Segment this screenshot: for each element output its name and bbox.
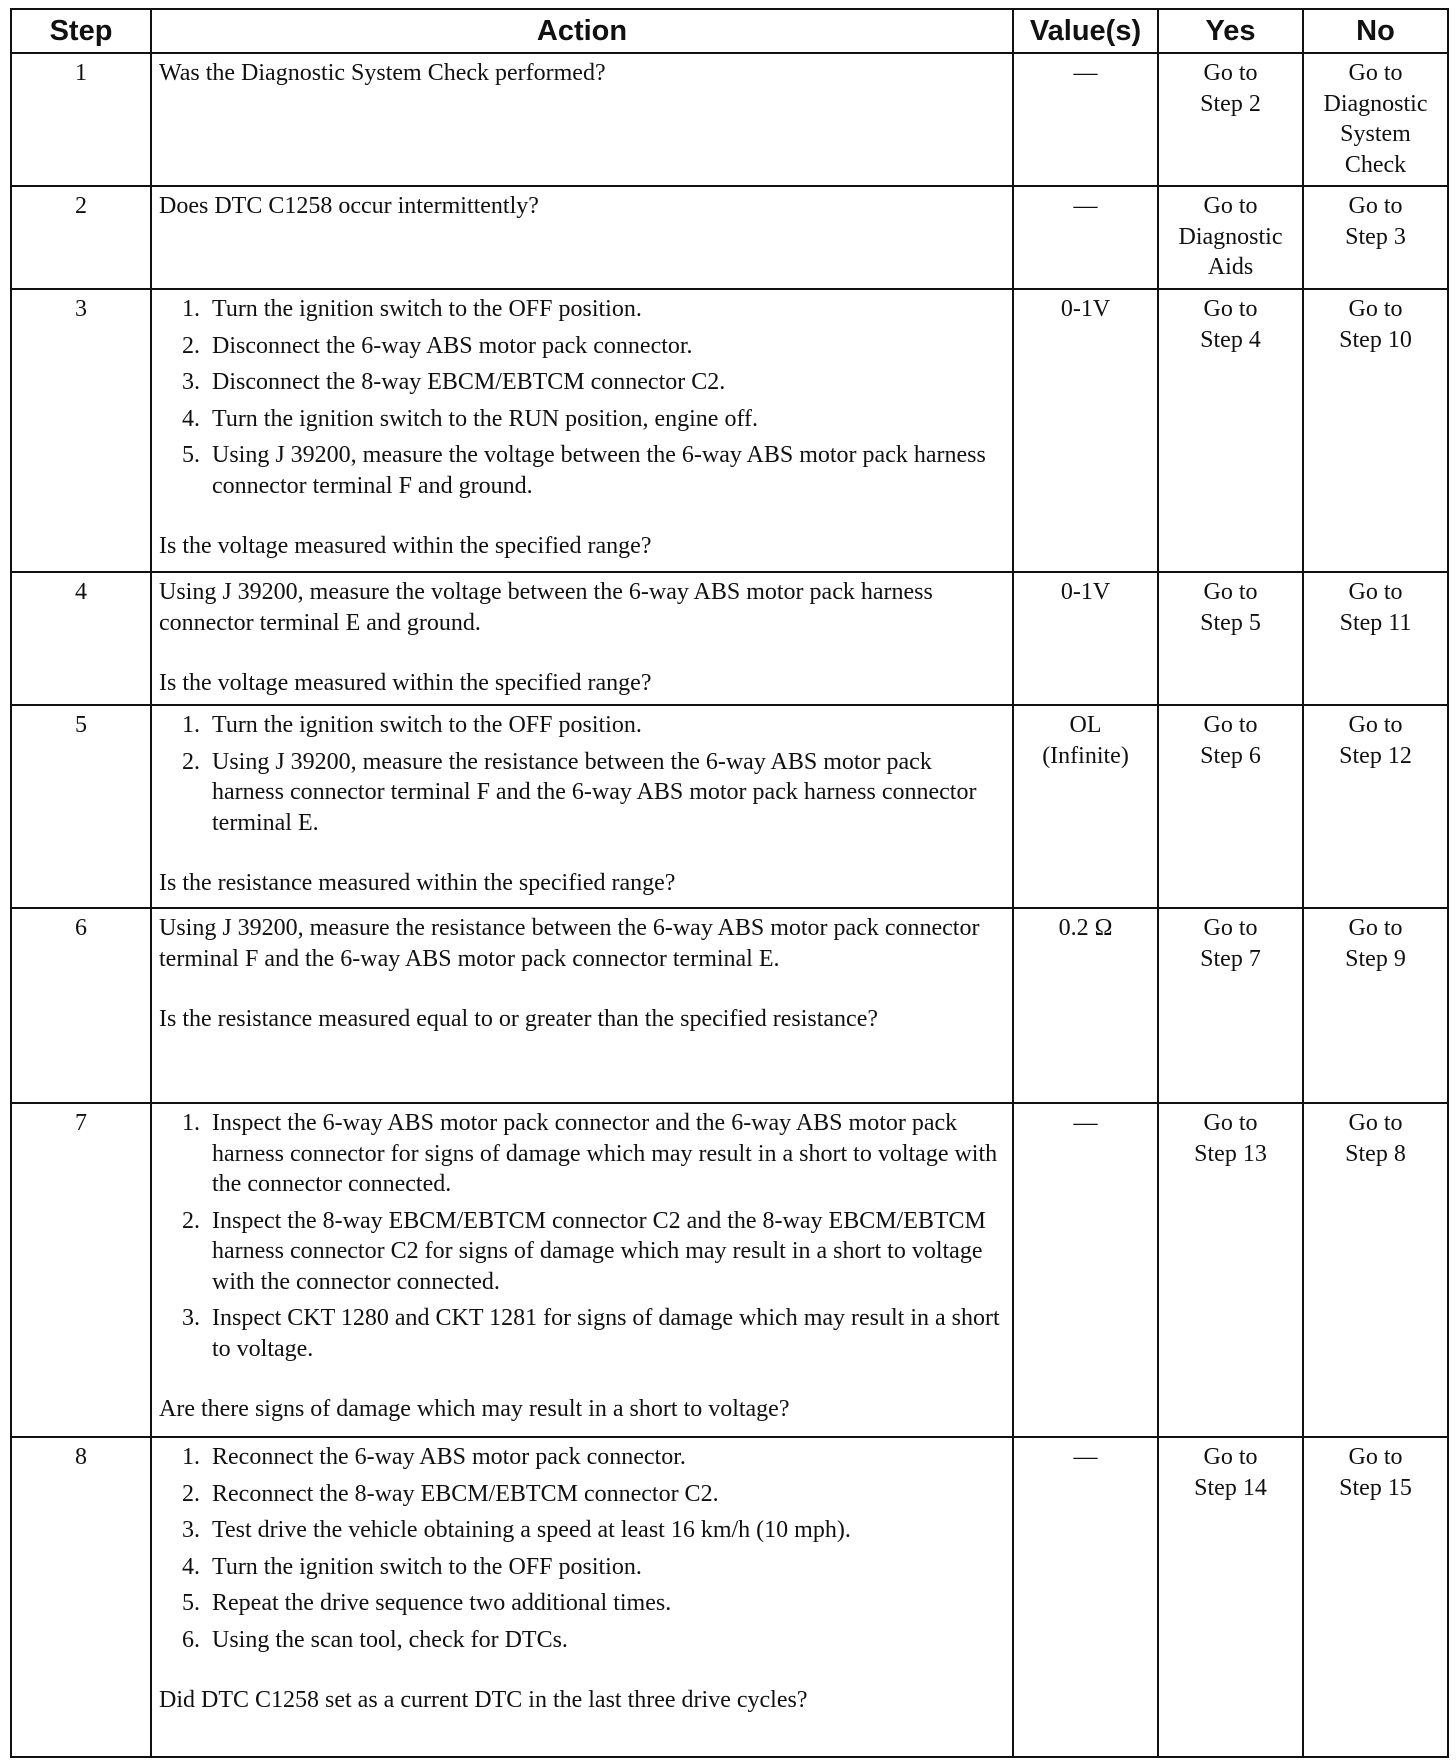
yes-cell: [1158, 289, 1303, 572]
yes-line: Step 6: [1200, 742, 1261, 769]
action-step: 5. Using J 39200, measure the voltage between the 6-way ABS motor pack harness connector terminal F and ground.: [206, 440, 1005, 501]
yes-cell: [1158, 1437, 1303, 1757]
action-step: 2. Inspect the 8-way EBCM/EBTCM connector C2 and the 8-way EBCM/EBTCM harness connector C2 for signs of damage which may result in a short to voltage with the connector connected.: [206, 1206, 1005, 1298]
no-line: Go to: [1348, 296, 1403, 322]
action-step: 3. Test drive the vehicle obtaining a speed at least 16 km/h (10 mph).: [206, 1515, 1005, 1546]
yes-line: Go to: [1203, 60, 1258, 86]
yes-line: Step 4: [1200, 326, 1261, 353]
header-values: Value(s): [1013, 9, 1158, 53]
step-number: 8: [11, 1437, 151, 1757]
yes-cell: [1158, 572, 1303, 705]
no-line: Check: [1344, 151, 1407, 178]
value-cell: 0-1V: [1013, 572, 1158, 705]
yes-line: Step 14: [1194, 1474, 1267, 1501]
action-cell: [151, 53, 1013, 186]
no-line: Go to: [1348, 193, 1403, 219]
action-step: 6. Using the scan tool, check for DTCs.: [206, 1625, 1005, 1656]
yes-line: Step 2: [1200, 90, 1261, 117]
table-row: [11, 572, 1448, 705]
action-text: Using J 39200, measure the voltage between the 6-way ABS motor pack harness connector terminal E and ground.: [159, 579, 933, 636]
yes-line: Go to: [1203, 1110, 1258, 1136]
action-steps: [159, 1108, 1005, 1364]
action-step: 2. Disconnect the 6-way ABS motor pack connector.: [206, 331, 1005, 362]
yes-line: Go to: [1203, 193, 1258, 219]
table-row: [11, 1103, 1448, 1437]
yes-line: Go to: [1203, 915, 1258, 941]
action-question: Is the resistance measured within the specified range?: [159, 870, 676, 896]
action-text: Using J 39200, measure the resistance between the 6-way ABS motor pack connector terminal F and the 6-way ABS motor pack connector terminal E.: [159, 915, 980, 972]
action-cell: [151, 289, 1013, 572]
no-line: Go to: [1348, 712, 1403, 738]
table-row: [11, 186, 1448, 289]
action-step: 1. Inspect the 6-way ABS motor pack connector and the 6-way ABS motor pack harness connector for signs of damage which may result in a short to voltage with the connector connected.: [206, 1108, 1005, 1200]
action-cell: [151, 186, 1013, 289]
yes-line: Go to: [1203, 579, 1258, 605]
action-step: 4. Turn the ignition switch to the OFF position.: [206, 1552, 1005, 1583]
table-row: [11, 908, 1448, 1103]
no-line: Step 3: [1345, 223, 1406, 250]
header-action: Action: [151, 9, 1013, 53]
yes-line: Diagnostic: [1178, 223, 1283, 250]
action-cell: [151, 572, 1013, 705]
action-step: 3. Disconnect the 8-way EBCM/EBTCM connector C2.: [206, 367, 1005, 398]
step-number: 3: [11, 289, 151, 572]
yes-cell: [1158, 908, 1303, 1103]
table-row: [11, 53, 1448, 186]
action-steps: [159, 294, 1005, 501]
action-cell: [151, 1437, 1013, 1757]
value-cell: 0-1V: [1013, 289, 1158, 572]
value-cell: —: [1013, 1437, 1158, 1757]
value-line: (Infinite): [1042, 742, 1129, 769]
action-steps: [159, 1442, 1005, 1655]
action-text: Does DTC C1258 occur intermittently?: [159, 193, 539, 219]
value-cell: —: [1013, 53, 1158, 186]
action-step: 4. Turn the ignition switch to the RUN position, engine off.: [206, 404, 1005, 435]
action-step: 5. Repeat the drive sequence two additional times.: [206, 1588, 1005, 1619]
header-yes: Yes: [1158, 9, 1303, 53]
no-line: Go to: [1348, 579, 1403, 605]
table-row: [11, 705, 1448, 908]
no-cell: [1303, 705, 1448, 908]
step-number: 6: [11, 908, 151, 1103]
value-cell: —: [1013, 1103, 1158, 1437]
no-line: Step 10: [1339, 326, 1412, 353]
yes-line: Aids: [1207, 254, 1254, 280]
no-cell: [1303, 1103, 1448, 1437]
action-question: Are there signs of damage which may result in a short to voltage?: [159, 1396, 790, 1422]
yes-line: Go to: [1203, 712, 1258, 738]
header-no: No: [1303, 9, 1448, 53]
no-line: Diagnostic: [1323, 90, 1428, 117]
yes-cell: [1158, 53, 1303, 186]
no-line: Step 12: [1339, 742, 1412, 769]
yes-line: Step 13: [1194, 1140, 1267, 1167]
yes-cell: [1158, 1103, 1303, 1437]
action-step: 2. Using J 39200, measure the resistance between the 6-way ABS motor pack harness connector terminal F and the 6-way ABS motor pack harness connector terminal E.: [206, 747, 1005, 839]
value-cell: [1013, 705, 1158, 908]
yes-line: Go to: [1203, 1444, 1258, 1470]
action-step: 2. Reconnect the 8-way EBCM/EBTCM connector C2.: [206, 1479, 1005, 1510]
action-question: Did DTC C1258 set as a current DTC in the last three drive cycles?: [159, 1687, 808, 1713]
action-question: Is the voltage measured within the specified range?: [159, 533, 652, 559]
yes-line: Go to: [1203, 296, 1258, 322]
action-step: 3. Inspect CKT 1280 and CKT 1281 for signs of damage which may result in a short to voltage.: [206, 1303, 1005, 1364]
no-line: Go to: [1348, 1444, 1403, 1470]
action-steps: [159, 710, 1005, 838]
no-cell: [1303, 53, 1448, 186]
action-question: Is the resistance measured equal to or greater than the specified resistance?: [159, 1006, 879, 1032]
no-line: Step 11: [1339, 609, 1412, 636]
action-cell: [151, 908, 1013, 1103]
no-line: System: [1340, 121, 1411, 147]
action-question: Is the voltage measured within the specified range?: [159, 670, 652, 696]
step-number: 1: [11, 53, 151, 186]
yes-cell: [1158, 705, 1303, 908]
no-line: Step 9: [1345, 945, 1406, 972]
action-cell: [151, 705, 1013, 908]
action-step: 1. Turn the ignition switch to the OFF position.: [206, 294, 1005, 325]
no-cell: [1303, 1437, 1448, 1757]
no-line: Step 8: [1345, 1140, 1406, 1167]
table-row: [11, 1437, 1448, 1757]
no-line: Go to: [1348, 60, 1403, 86]
step-number: 2: [11, 186, 151, 289]
value-cell: —: [1013, 186, 1158, 289]
action-text: Was the Diagnostic System Check performed?: [159, 60, 606, 86]
value-line: OL: [1069, 712, 1102, 738]
action-step: 1. Reconnect the 6-way ABS motor pack connector.: [206, 1442, 1005, 1473]
table-row: [11, 289, 1448, 572]
action-step: 1. Turn the ignition switch to the OFF position.: [206, 710, 1005, 741]
no-line: Step 15: [1339, 1474, 1412, 1501]
step-number: 7: [11, 1103, 151, 1437]
yes-line: Step 5: [1200, 609, 1261, 636]
no-cell: [1303, 908, 1448, 1103]
no-line: Go to: [1348, 915, 1403, 941]
action-cell: [151, 1103, 1013, 1437]
yes-cell: [1158, 186, 1303, 289]
step-number: 5: [11, 705, 151, 908]
yes-line: Step 7: [1200, 945, 1261, 972]
header-step: Step: [11, 9, 151, 53]
no-cell: [1303, 186, 1448, 289]
no-cell: [1303, 572, 1448, 705]
header-row: [11, 9, 1448, 53]
diagnostic-table: [10, 8, 1449, 1758]
no-line: Go to: [1348, 1110, 1403, 1136]
value-cell: 0.2 Ω: [1013, 908, 1158, 1103]
step-number: 4: [11, 572, 151, 705]
no-cell: [1303, 289, 1448, 572]
